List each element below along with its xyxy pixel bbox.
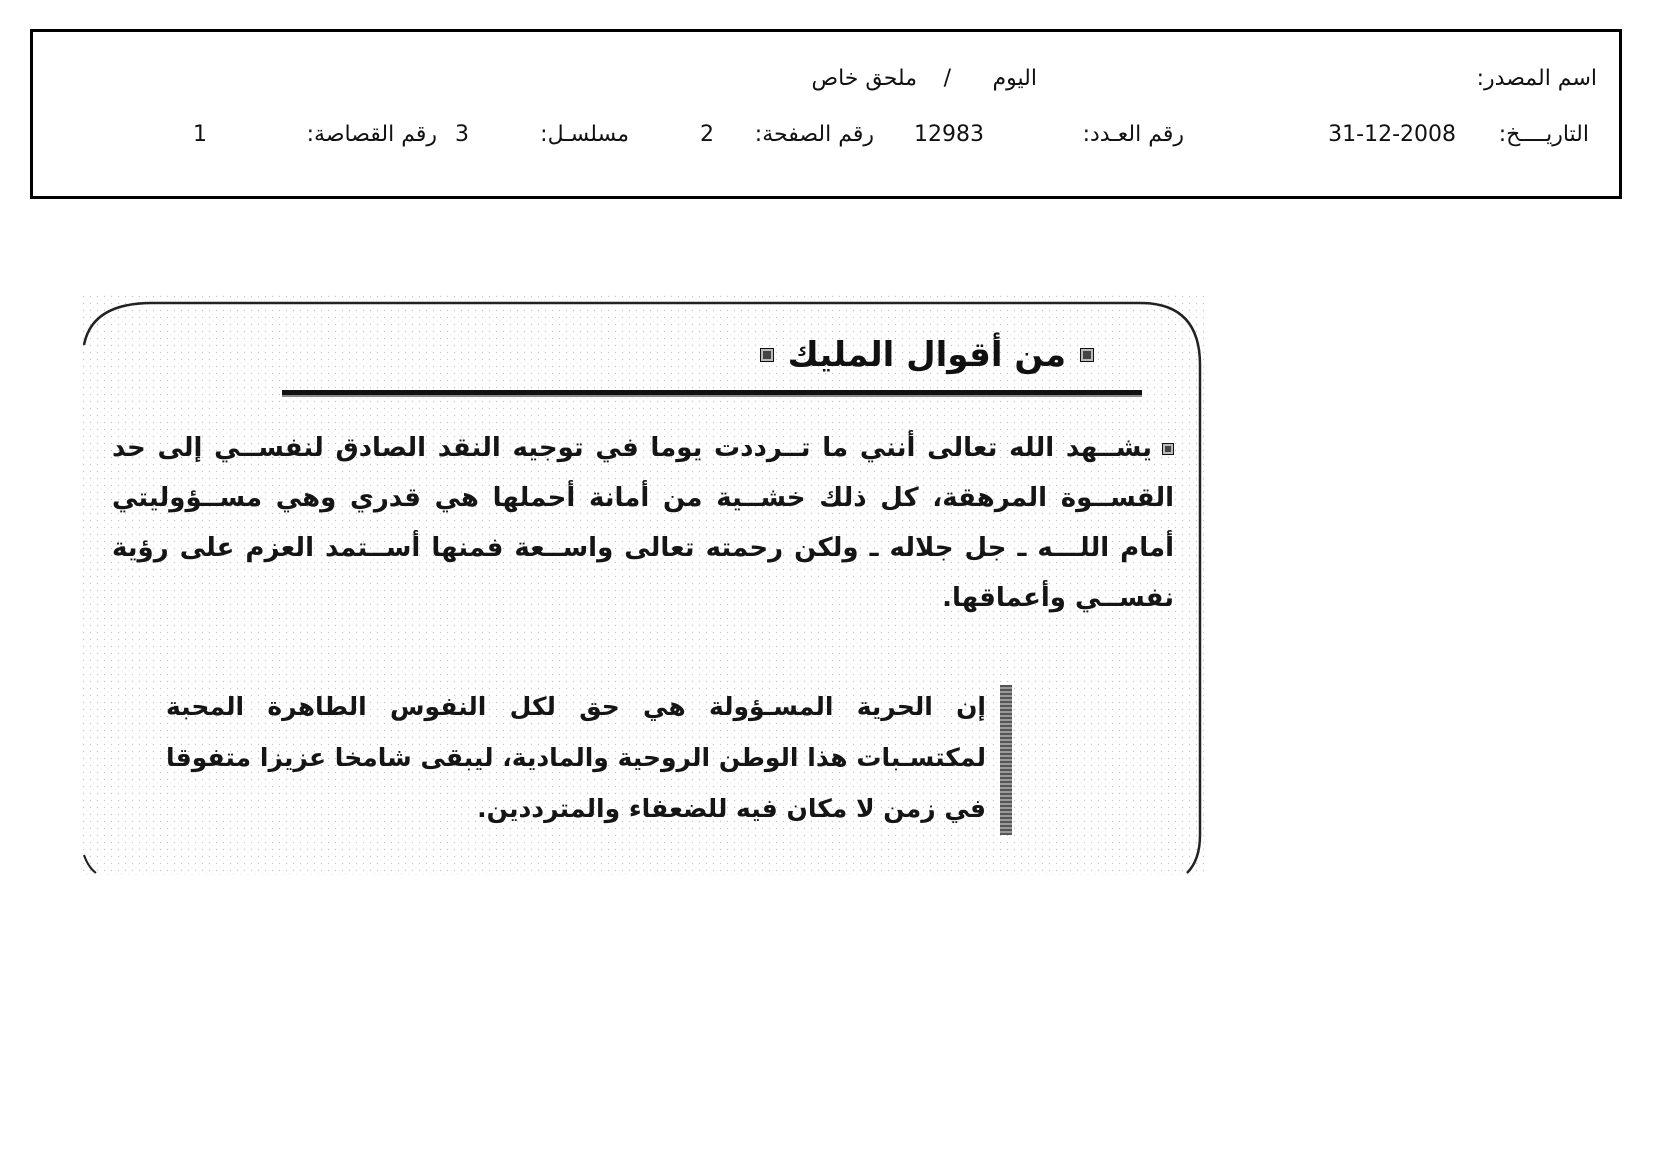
square-bullet-icon	[1080, 348, 1094, 362]
page-value: 2	[700, 122, 714, 147]
metadata-box	[30, 29, 1622, 199]
article-title	[760, 335, 1094, 375]
issue-label: رقم العـدد:	[1082, 122, 1184, 147]
article-paragraph-text: يشــهد الله تعالى أنني ما تــرددت يوما في توجيه النقد الصادق لنفســي إلى حد القســوة المرهقة، كل ذلك خشــية من أمانة أحملها هي قدري وهي مســؤوليتي أمام اللـــه ـ جل جلاله ـ ولكن رحمته تعالى واســعة فمنها أســتمد العزم على رؤية نفســي وأعماقها.	[112, 433, 1174, 613]
pull-quote-text: إن الحرية المسـؤولة هي حق لكل النفوس الطاهرة المحبة لمكتسـبات هذا الوطن الروحية والمادية، ليبقى شامخا عزيزا متفوقا في زمن لا مكان فيه للضعفاء والمترددين.	[166, 692, 986, 823]
quote-bar	[1000, 685, 1012, 835]
article-title-text: من أقوال المليك	[787, 335, 1066, 375]
clipping-label: رقم القصاصة:	[306, 122, 437, 147]
source-separator: /	[943, 66, 951, 91]
page-label: رقم الصفحة:	[754, 122, 874, 147]
date-label: التاريــــخ:	[1498, 122, 1589, 147]
article-paragraph	[112, 423, 1174, 623]
issue-value: 12983	[914, 122, 984, 147]
clipping-value: 1	[193, 122, 207, 147]
serial-label: مسلسـل:	[540, 122, 629, 147]
title-rule	[282, 390, 1142, 397]
supplement-value: ملحق خاص	[811, 66, 917, 91]
pull-quote	[154, 685, 1012, 835]
square-bullet-icon	[760, 348, 774, 362]
serial-value: 3	[455, 122, 469, 147]
newspaper-clipping	[82, 295, 1204, 875]
date-value: 31-12-2008	[1328, 122, 1456, 147]
square-bullet-icon	[1162, 443, 1174, 455]
source-value: اليوم	[992, 66, 1037, 91]
source-label: اسم المصدر:	[1476, 66, 1597, 91]
